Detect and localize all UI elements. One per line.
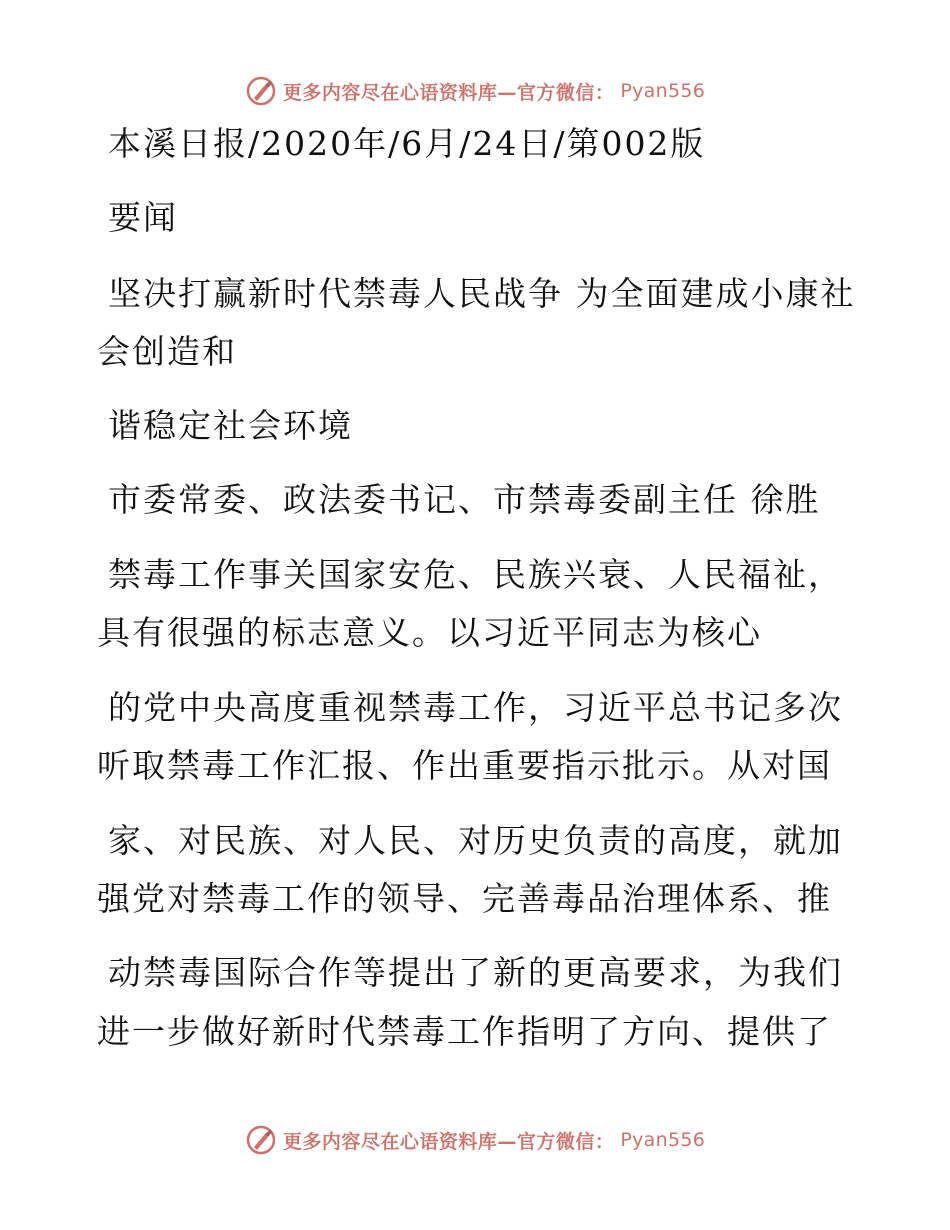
body-line-3: 的党中央高度重视禁毒工作，习近平总书记多次: [108, 688, 843, 727]
watermark-footer: [0, 1120, 950, 1160]
headline-line-1: 坚决打赢新时代禁毒人民战争 为全面建成小康社: [108, 274, 856, 313]
watermark-handle: Pyan556: [620, 1129, 706, 1151]
watermark-header: [0, 71, 950, 111]
source-line: 本溪日报/2020年/6月/24日/第002版: [108, 124, 706, 163]
body-line-4: 听取禁毒工作汇报、作出重要指示批示。从对国: [97, 746, 832, 785]
body-line-2: 具有很强的标志意义。以习近平同志为核心: [97, 613, 762, 652]
byline: 市委常委、政法委书记、市禁毒委副主任 徐胜: [108, 480, 821, 519]
watermark-text: 更多内容尽在心语资料库—官方微信：: [282, 1130, 615, 1153]
section-label: 要闻: [108, 198, 178, 237]
body-line-5: 家、对民族、对人民、对历史负责的高度，就加: [108, 821, 843, 860]
watermark-handle: Pyan556: [620, 80, 706, 102]
body-line-7: 动禁毒国际合作等提出了新的更高要求，为我们: [108, 953, 843, 992]
body-line-6: 强党对禁毒工作的领导、完善毒品治理体系、推: [97, 879, 832, 918]
body-line-8: 进一步做好新时代禁毒工作指明了方向、提供了: [97, 1012, 832, 1051]
pen-logo-icon: [245, 75, 277, 107]
watermark-text: 更多内容尽在心语资料库—官方微信：: [282, 81, 615, 104]
headline-line-2: 会创造和: [97, 332, 237, 371]
headline-line-3: 谐稳定社会环境: [108, 406, 353, 445]
pen-logo-icon: [245, 1124, 277, 1156]
body-line-1: 禁毒工作事关国家安危、民族兴衰、人民福祉，: [108, 555, 843, 594]
